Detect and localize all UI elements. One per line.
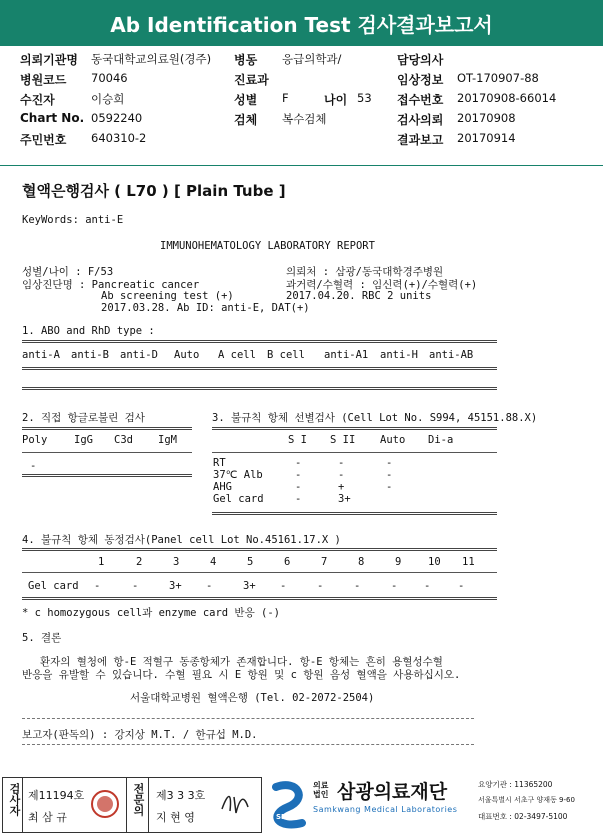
chart-value: 0592240 [91, 111, 143, 125]
s2-sep-top [22, 427, 192, 430]
s4-cell: - [132, 580, 139, 592]
s1-sep-top [22, 340, 497, 343]
info-history: 과거력/수혈력 : 임신력(+)/수혈력(+) [286, 279, 478, 291]
patient-header [0, 46, 603, 166]
report-value: 20170914 [457, 131, 516, 145]
report-heading: 혈액은행검사 ( L70 ) [ Plain Tube ] [22, 182, 286, 200]
s3-col-header: S II [330, 434, 356, 446]
receipt-label: 접수번호 [397, 93, 444, 107]
s3-cell: - [295, 481, 302, 493]
ward-label: 병동 [234, 53, 258, 67]
s3-cell: - [338, 469, 345, 481]
sex-label: 성별 [234, 93, 258, 107]
s4-sep-bottom [22, 597, 497, 600]
s3-col-header: Auto [380, 434, 406, 446]
info-requester: 의뢰처 : 삼광/동국대학경주병원 [286, 266, 444, 278]
org-code: 요양기관 : 11365200 [478, 780, 553, 789]
inst-value: 동국대학교의료원(경주) [91, 52, 212, 66]
s4-col-header: 5 [247, 556, 254, 568]
s2-col-header: Poly [22, 434, 48, 446]
dept-label: 진료과 [234, 73, 269, 87]
s1-col-header: anti-H [380, 349, 418, 361]
info-transfusion: 2017.04.20. RBC 2 units [286, 290, 432, 302]
org-address: 서울특별시 서초구 양재동 9-60 [478, 796, 575, 804]
age-label: 나이 [324, 93, 348, 107]
inspector-name: 최 삼 규 [28, 811, 67, 824]
s4-col-header: 4 [210, 556, 217, 568]
s2-col-header: IgM [158, 434, 177, 446]
divider-2 [126, 777, 127, 833]
clinical-label: 임상정보 [397, 73, 444, 87]
lab-title: IMMUNOHEMATOLOGY LABORATORY REPORT [160, 240, 375, 252]
s2-sep-bottom [22, 474, 192, 477]
s3-row-name: Gel card [213, 493, 264, 505]
s4-cell: - [280, 580, 287, 592]
s4-cell: 3+ [243, 580, 256, 592]
s4-cell: - [458, 580, 465, 592]
s4-col-header: 8 [358, 556, 365, 568]
s4-sep-mid [22, 572, 497, 573]
doctor-label: 담당의사 [397, 53, 444, 67]
s2-col-header: C3d [114, 434, 133, 446]
s2-value: - [30, 460, 37, 472]
age-value: 53 [357, 91, 372, 105]
s4-col-header: 6 [284, 556, 291, 568]
specialist-no: 제3 3 3호 [156, 789, 206, 802]
request-label: 검사의뢰 [397, 113, 444, 127]
s1-col-header: anti-A1 [324, 349, 369, 361]
org-tel: 대표번호 : 02-3497-5100 [478, 812, 568, 821]
s4-cell: - [391, 580, 398, 592]
specialist-label: 전문의 [132, 783, 145, 816]
sex-value: F [282, 91, 289, 105]
s3-cell: 3+ [338, 493, 351, 505]
specimen-label: 검체 [234, 113, 258, 127]
s3-cell: - [295, 493, 302, 505]
s4-col-header: 9 [395, 556, 402, 568]
patient-value: 이승희 [91, 92, 125, 106]
inspector-label: 검사자 [8, 783, 21, 816]
info-diagnosis: 임상진단명 : Pancreatic cancer [22, 279, 200, 291]
org-english: Samkwang Medical Laboratories [313, 805, 458, 814]
s1-title: 1. ABO and RhD type : [22, 325, 155, 337]
keywords: KeyWords: anti-E [22, 214, 124, 226]
report-title: Ab Identification Test 검사결과보고서 [0, 0, 603, 46]
s3-sep-mid [212, 452, 497, 453]
logo-text: SML [276, 813, 293, 821]
s1-sep-bottom [22, 387, 497, 390]
s1-col-header: A cell [218, 349, 256, 361]
header-divider [0, 165, 603, 166]
s4-note: * c homozygous cell과 enzyme card 반응 (-) [22, 607, 281, 619]
s3-cell: - [338, 457, 345, 469]
receipt-value: 20170908-66014 [457, 91, 557, 105]
info-sex-age: 성별/나이 : F/53 [22, 266, 114, 278]
s4-cell: - [354, 580, 361, 592]
reporter-sep-bottom [22, 744, 474, 745]
s3-cell: - [386, 481, 393, 493]
s4-cell: - [206, 580, 213, 592]
s4-col-header: 7 [321, 556, 328, 568]
s2-title: 2. 직접 항글로불린 검사 [22, 412, 145, 424]
divider-3 [148, 777, 149, 833]
sml-logo-icon [268, 779, 308, 829]
s4-rowname: Gel card [28, 580, 79, 592]
specimen-value: 복수검체 [282, 112, 327, 126]
s4-col-header: 11 [462, 556, 475, 568]
s4-col-header: 10 [428, 556, 441, 568]
s3-row-name: AHG [213, 481, 232, 493]
s1-col-header: Auto [174, 349, 200, 361]
s3-cell: - [295, 457, 302, 469]
clinical-value: OT-170907-88 [457, 71, 539, 85]
s3-col-header: S I [288, 434, 307, 446]
s4-sep-top [22, 548, 497, 551]
chart-label: Chart No. [20, 111, 85, 125]
id-label: 주민번호 [20, 133, 67, 147]
s4-col-header: 1 [98, 556, 105, 568]
s4-col-header: 2 [136, 556, 143, 568]
s4-cell: - [424, 580, 431, 592]
info-screening: Ab screening test (+) [101, 290, 234, 302]
info-previous: 2017.03.28. Ab ID: anti-E, DAT(+) [101, 302, 310, 314]
patient-label: 수진자 [20, 93, 55, 107]
s5-org: 서울대학교병원 혈액은행 (Tel. 02-2072-2504) [130, 692, 375, 704]
inspector-seal-icon [90, 789, 120, 819]
inst-label: 의뢰기관명 [20, 53, 78, 67]
s4-col-header: 3 [173, 556, 180, 568]
org-prefix: 의료법인 [313, 781, 329, 799]
s3-row-name: 37℃ Alb [213, 469, 263, 481]
s4-title: 4. 불규칙 항체 동정검사(Panel cell Lot No.45161.17.X ) [22, 534, 341, 546]
hospcode-label: 병원코드 [20, 73, 67, 87]
footer [0, 775, 603, 837]
s3-col-header: Di-a [428, 434, 454, 446]
s3-sep-bottom [212, 512, 497, 515]
reporter: 보고자(판독의) : 강지상 M.T. / 한규섭 M.D. [22, 729, 258, 741]
s2-sep-mid [22, 452, 192, 453]
s3-cell: - [386, 457, 393, 469]
s5-para1: 환자의 혈청에 항-E 적혈구 동종항체가 존재합니다. 항-E 항체는 흔히 용혈성수혈 [40, 656, 443, 668]
hospcode-value: 70046 [91, 71, 128, 85]
s4-cell: 3+ [169, 580, 182, 592]
reporter-sep-top [22, 718, 474, 719]
s3-sep-top [212, 427, 497, 430]
org-name: 삼광의료재단 [337, 781, 448, 803]
s1-col-header: anti-AB [429, 349, 474, 361]
s1-col-header: anti-D [120, 349, 158, 361]
s1-sep-mid [22, 367, 497, 370]
s1-col-header: anti-B [71, 349, 109, 361]
s4-cell: - [317, 580, 324, 592]
s1-col-header: B cell [267, 349, 305, 361]
s3-title: 3. 불규칙 항체 선별검사 (Cell Lot No. S994, 45151.88.X) [212, 412, 538, 424]
s3-row-name: RT [213, 457, 226, 469]
s5-title: 5. 결론 [22, 632, 62, 644]
s3-cell: + [338, 481, 345, 493]
specialist-name: 지 현 영 [156, 811, 195, 824]
ward-value: 응급의학과/ [282, 52, 342, 66]
id-value: 640310-2 [91, 131, 147, 145]
s3-cell: - [386, 469, 393, 481]
s5-para2: 반응을 유발할 수 있습니다. 수혈 필요 시 E 항원 및 c 항원 음성 혈액을 사용하십시오. [22, 669, 461, 681]
s1-col-header: anti-A [22, 349, 60, 361]
s3-cell: - [295, 469, 302, 481]
inspector-no: 제11194호 [28, 789, 85, 802]
s4-cell: - [94, 580, 101, 592]
specialist-signature-icon [218, 787, 254, 819]
report-label: 결과보고 [397, 133, 444, 147]
divider-1 [22, 777, 23, 833]
s2-col-header: IgG [74, 434, 93, 446]
request-value: 20170908 [457, 111, 516, 125]
